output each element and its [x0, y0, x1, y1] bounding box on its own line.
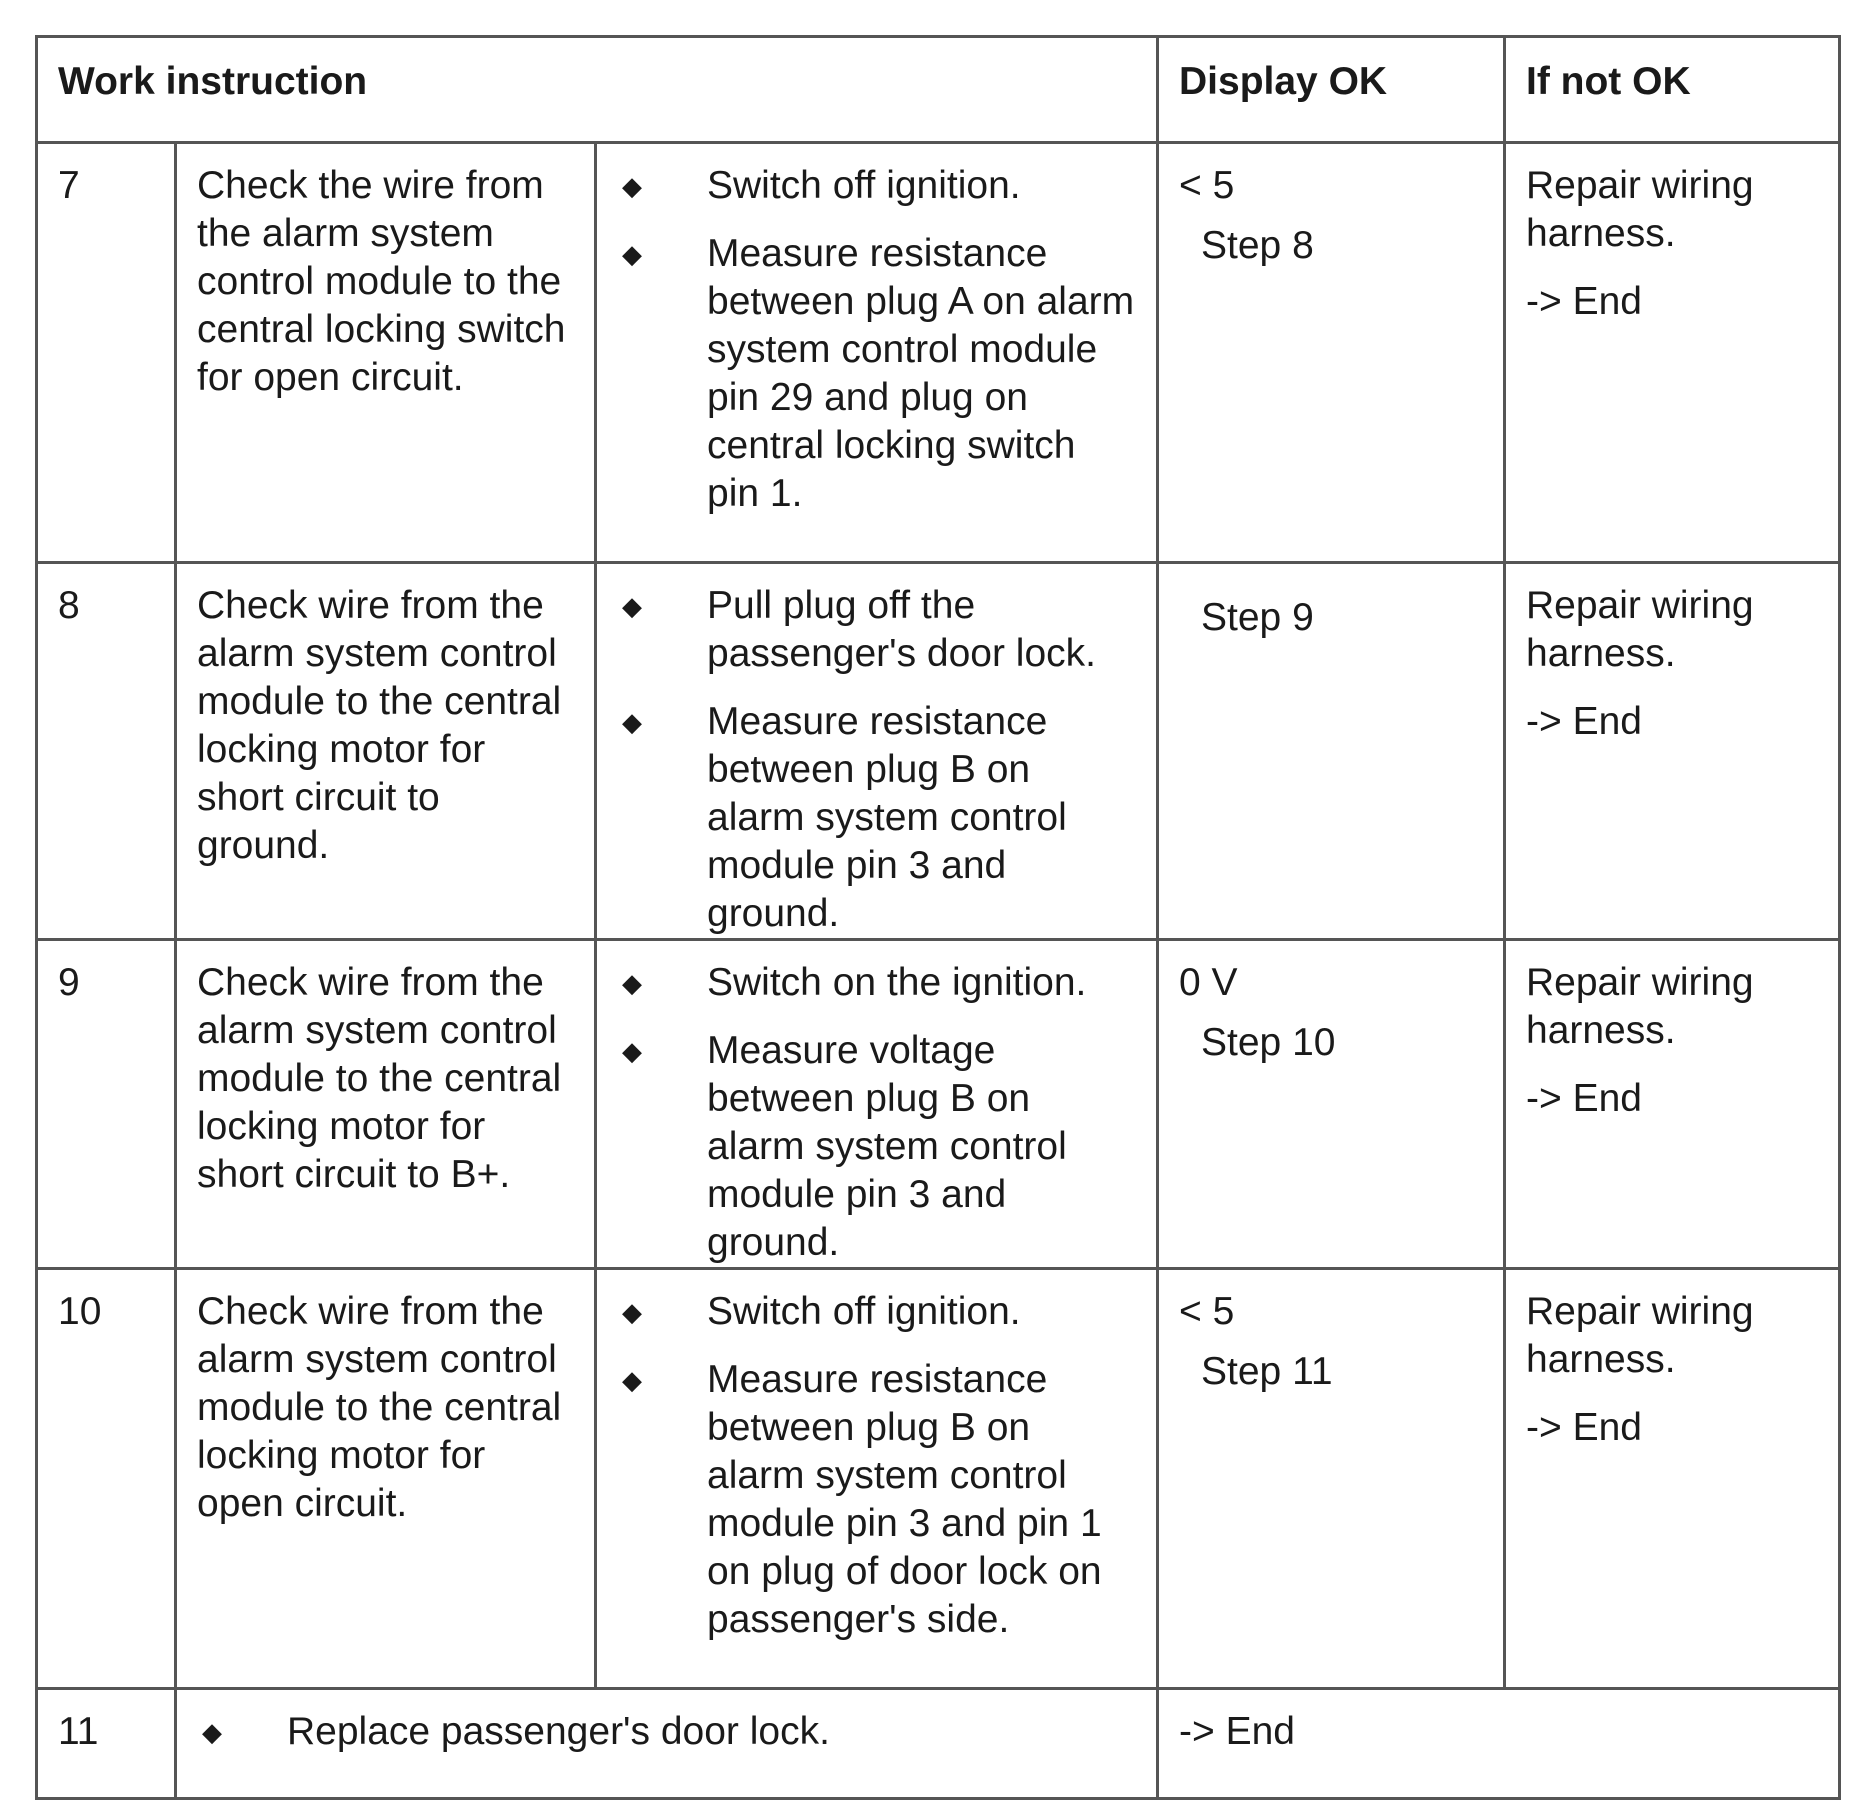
action-cell — [176, 1689, 1158, 1799]
if-not-ok-cell — [1505, 143, 1840, 563]
display-next-step: Step 10 — [1201, 1021, 1336, 1064]
list-item — [197, 1708, 1136, 1756]
display-value: < 5 — [1179, 164, 1235, 207]
if-not-ok-text: Repair wiring harness. — [1526, 1290, 1754, 1381]
if-not-ok-cell — [1505, 1269, 1840, 1689]
action-text: Switch off ignition. — [707, 164, 1021, 207]
step-number: 11 — [37, 1689, 176, 1799]
action-list — [617, 162, 1136, 518]
display-ok-cell — [1158, 143, 1505, 563]
check-description: Check wire from the alarm system control module to the central locking motor for open circuit. — [176, 1269, 596, 1689]
if-not-ok-next: -> End — [1526, 1077, 1642, 1120]
work-instruction-table — [35, 35, 1841, 1800]
display-ok-cell — [1158, 1269, 1505, 1689]
header-display-ok: Display OK — [1158, 37, 1505, 143]
header-if-not-ok: If not OK — [1505, 37, 1840, 143]
if-not-ok-text: Repair wiring harness. — [1526, 584, 1754, 675]
table-row — [37, 143, 1840, 563]
if-not-ok-next: -> End — [1526, 1406, 1642, 1449]
diamond-bullet-icon: ◆ — [622, 1036, 642, 1066]
header-row — [37, 37, 1840, 143]
diamond-bullet-icon: ◆ — [622, 171, 642, 201]
diamond-bullet-icon: ◆ — [622, 591, 642, 621]
display-value: < 5 — [1179, 1290, 1235, 1333]
table-row — [37, 1689, 1840, 1799]
action-list — [197, 1708, 1136, 1756]
list-item — [617, 1027, 1136, 1267]
action-cell — [596, 563, 1158, 940]
diamond-bullet-icon: ◆ — [202, 1717, 222, 1747]
table-row — [37, 940, 1840, 1269]
action-text: Switch on the ignition. — [707, 961, 1087, 1004]
action-cell — [596, 940, 1158, 1269]
list-item — [617, 162, 1136, 210]
if-not-ok-text: Repair wiring harness. — [1526, 164, 1754, 255]
step-number: 8 — [37, 563, 176, 940]
step-number: 9 — [37, 940, 176, 1269]
if-not-ok-cell — [1505, 940, 1840, 1269]
action-text: Pull plug off the passenger's door lock. — [707, 584, 1096, 675]
action-text: Replace passenger's door lock. — [287, 1710, 830, 1753]
list-item — [617, 1356, 1136, 1644]
diamond-bullet-icon: ◆ — [622, 968, 642, 998]
list-item — [617, 582, 1136, 678]
check-description: Check wire from the alarm system control module to the central locking motor for short circuit to B+. — [176, 940, 596, 1269]
header-work-instruction: Work instruction — [37, 37, 1158, 143]
diamond-bullet-icon: ◆ — [622, 1297, 642, 1327]
action-text: Switch off ignition. — [707, 1290, 1021, 1333]
action-text: Measure voltage between plug B on alarm system control module pin 3 and ground. — [707, 1029, 1067, 1264]
action-text: Measure resistance between plug A on alarm system control module pin 29 and plug on central locking switch pin 1. — [707, 232, 1135, 515]
display-next-step: Step 8 — [1201, 224, 1314, 267]
diamond-bullet-icon: ◆ — [622, 1365, 642, 1395]
action-list — [617, 582, 1136, 938]
diamond-bullet-icon: ◆ — [622, 239, 642, 269]
display-next-step: Step 11 — [1201, 1350, 1333, 1393]
action-cell — [596, 1269, 1158, 1689]
list-item — [617, 1288, 1136, 1336]
step-number: 7 — [37, 143, 176, 563]
diamond-bullet-icon: ◆ — [622, 707, 642, 737]
action-list — [617, 959, 1136, 1267]
if-not-ok-next: -> End — [1526, 700, 1642, 743]
action-text: Measure resistance between plug B on alarm system control module pin 3 and pin 1 on plug of door lock on passenger's side. — [707, 1358, 1102, 1641]
list-item — [617, 230, 1136, 518]
table-row — [37, 1269, 1840, 1689]
display-value: 0 V — [1179, 961, 1238, 1004]
table-row — [37, 563, 1840, 940]
display-ok-cell — [1158, 563, 1505, 940]
display-ok-cell — [1158, 940, 1505, 1269]
step-number: 10 — [37, 1269, 176, 1689]
if-not-ok-text: Repair wiring harness. — [1526, 961, 1754, 1052]
list-item — [617, 959, 1136, 1007]
action-cell — [596, 143, 1158, 563]
action-list — [617, 1288, 1136, 1644]
result-cell: -> End — [1158, 1689, 1840, 1799]
if-not-ok-next: -> End — [1526, 280, 1642, 323]
action-text: Measure resistance between plug B on alarm system control module pin 3 and ground. — [707, 700, 1067, 935]
list-item — [617, 698, 1136, 938]
check-description: Check wire from the alarm system control module to the central locking motor for short circuit to ground. — [176, 563, 596, 940]
check-description: Check the wire from the alarm system control module to the central locking switch for open circuit. — [176, 143, 596, 563]
if-not-ok-cell — [1505, 563, 1840, 940]
display-next-step: Step 9 — [1201, 596, 1314, 639]
